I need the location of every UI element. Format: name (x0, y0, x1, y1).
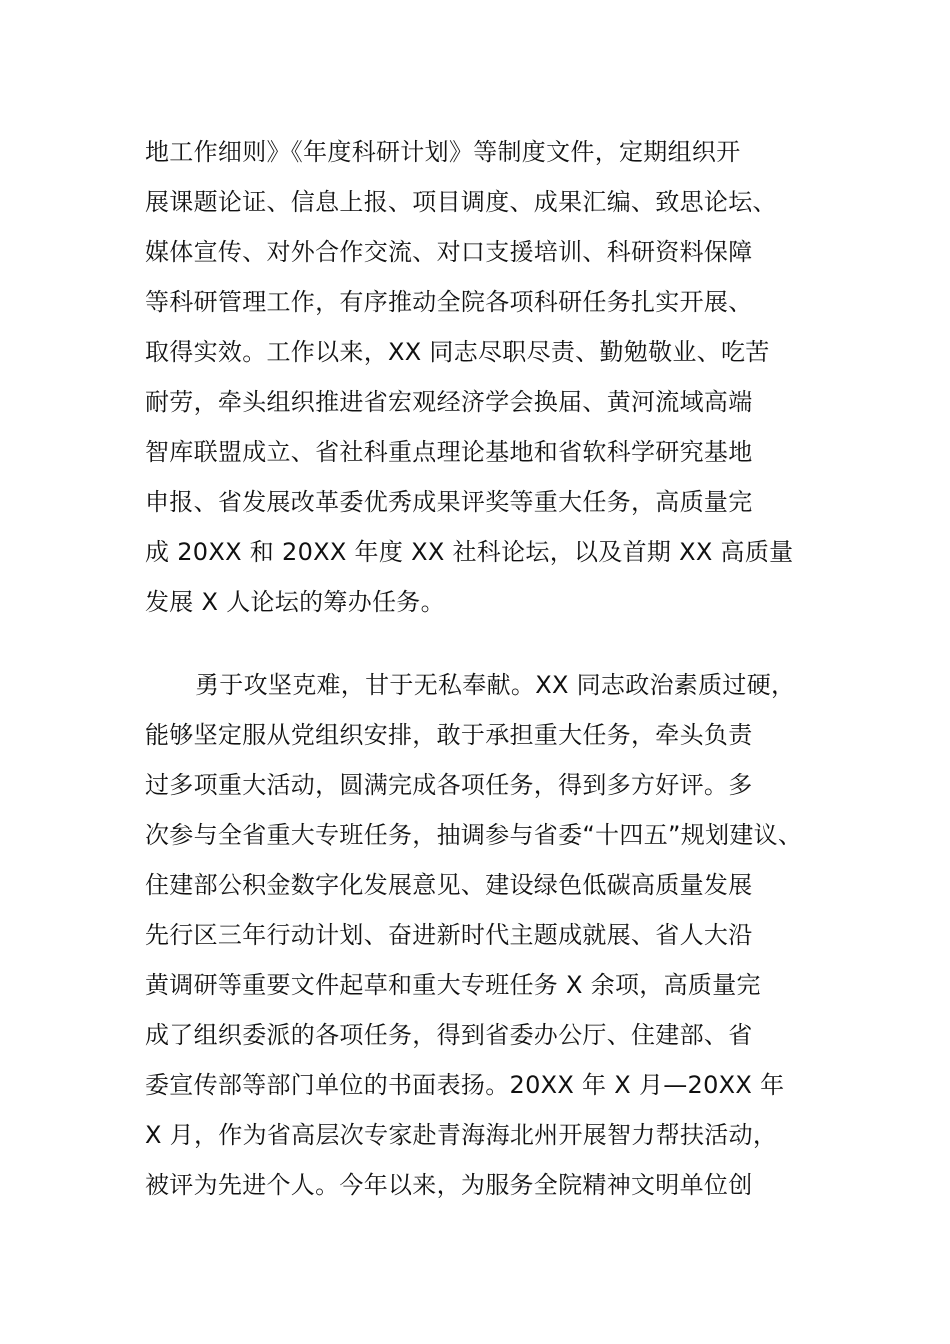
text-line: 展课题论证、信息上报、项目调度、成果汇编、致思论坛、 (145, 188, 777, 216)
text-line: 取得实效。工作以来，XX 同志尽职尽责、勤勉敬业、吃苦 (145, 338, 770, 366)
text-line: 地工作细则》《年度科研计划》等制度文件，定期组织开 (145, 138, 741, 166)
text-line: 成 20XX 和 20XX 年度 XX 社科论坛，以及首期 XX 高质量 (145, 538, 794, 566)
paragraph-2 (145, 664, 835, 1214)
text-line: 先行区三年行动计划、奋进新时代主题成就展、省人大沿 (145, 921, 753, 949)
text-line: 次参与全省重大专班任务，抽调参与省委“十四五”规划建议、 (145, 821, 803, 849)
text-line: 过多项重大活动，圆满完成各项任务，得到多方好评。多 (145, 771, 753, 799)
text-line: X 月，作为省高层次专家赴青海海北州开展智力帮扶活动， (145, 1121, 778, 1149)
text-line: 黄调研等重要文件起草和重大专班任务 X 余项，高质量完 (145, 971, 761, 999)
text-line: 成了组织委派的各项任务，得到省委办公厅、住建部、省 (145, 1021, 753, 1049)
text-line: 耐劳，牵头组织推进省宏观经济学会换届、黄河流域高端 (145, 388, 753, 416)
text-line: 申报、省发展改革委优秀成果评奖等重大任务，高质量完 (145, 488, 753, 516)
text-line: 智库联盟成立、省社科重点理论基地和省软科学研究基地 (145, 438, 753, 466)
text-line: 能够坚定服从党组织安排，敢于承担重大任务，牵头负责 (145, 721, 753, 749)
text-line: 勇于攻坚克难，甘于无私奉献。XX 同志政治素质过硬， (195, 671, 796, 699)
text-line: 被评为先进个人。今年以来，为服务全院精神文明单位创 (145, 1171, 753, 1199)
paragraph-1 (145, 131, 835, 631)
text-line: 住建部公积金数字化发展意见、建设绿色低碳高质量发展 (145, 871, 753, 899)
text-line: 等科研管理工作，有序推动全院各项科研任务扎实开展、 (145, 288, 753, 316)
text-line: 委宣传部等部门单位的书面表扬。20XX 年 X 月—20XX 年 (145, 1071, 785, 1099)
text-line: 媒体宣传、对外合作交流、对口支援培训、科研资料保障 (145, 238, 753, 266)
text-line: 发展 X 人论坛的筹办任务。 (145, 588, 445, 616)
